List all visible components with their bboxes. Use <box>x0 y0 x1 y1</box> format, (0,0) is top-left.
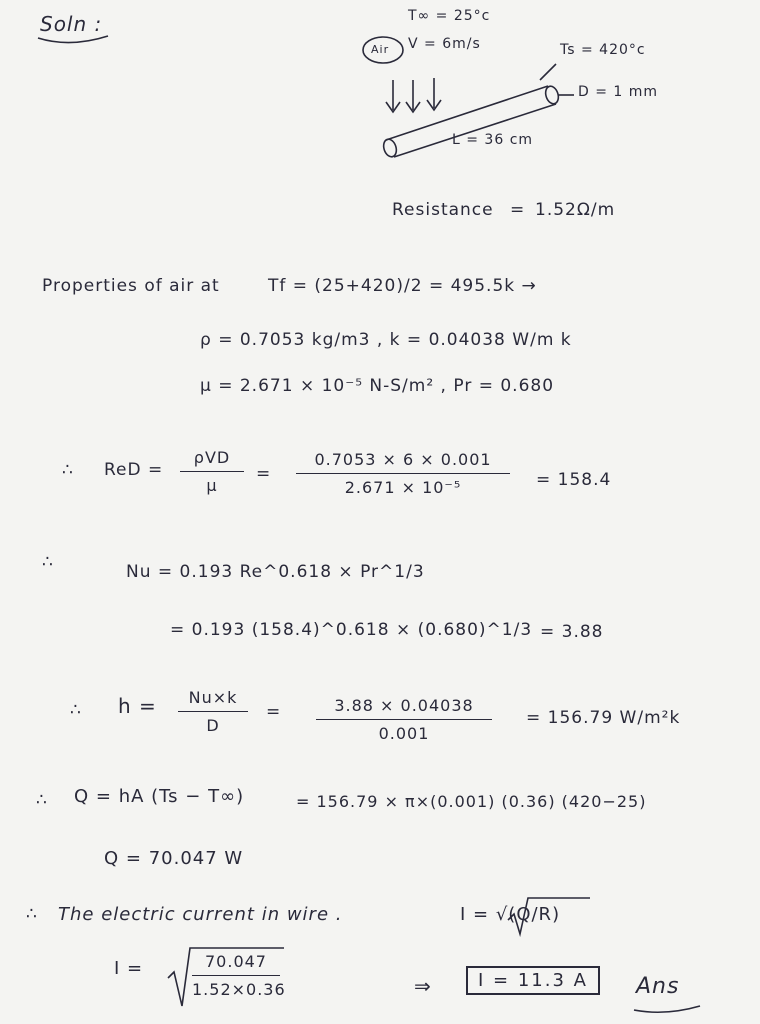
current-den: 1.52×0.36 <box>192 980 286 999</box>
fraction-bar <box>192 975 280 976</box>
heading: Soln : <box>40 12 103 36</box>
properties-line-1: ρ = 0.7053 kg/m3 , k = 0.04038 W/m k <box>200 330 572 350</box>
resistance-eq: = <box>510 200 526 220</box>
current-lhs: I = <box>114 958 144 979</box>
velocity-label: V = 6m/s <box>408 36 481 52</box>
therefore-symbol: ∴ <box>26 904 38 924</box>
htc-sub-den: 0.001 <box>378 724 430 743</box>
htc-formula-den: D <box>206 716 220 735</box>
reynolds-sub-den: 2.671 × 10⁻⁵ <box>344 478 462 497</box>
htc-lhs: h = <box>118 694 157 718</box>
reynolds-lhs: ReD = <box>104 460 164 480</box>
ans-label: Ans <box>636 974 680 999</box>
therefore-symbol: ∴ <box>36 790 48 810</box>
current-num: 70.047 <box>205 952 267 971</box>
htc-eq: = <box>266 702 282 722</box>
heading-underline <box>38 36 108 43</box>
fraction-bar <box>316 719 492 720</box>
resistance-label: Resistance <box>392 200 494 220</box>
nusselt-equation: Nu = 0.193 Re^0.618 × Pr^1/3 <box>126 562 425 582</box>
ts-leader <box>540 64 556 80</box>
heat-equation: Q = hA (Ts − T∞) <box>74 786 245 807</box>
htc-substitution-fraction <box>316 696 492 743</box>
nusselt-substitution: = 0.193 (158.4)^0.618 × (0.680)^1/3 <box>170 620 533 640</box>
current-formula: I = √(Q/R) <box>460 904 561 925</box>
reynolds-substitution-fraction <box>296 450 510 497</box>
properties-line-2: μ = 2.671 × 10⁻⁵ N-S/m² , Pr = 0.680 <box>200 376 555 396</box>
reynolds-formula-fraction <box>180 448 244 495</box>
film-temperature: Tf = (25+420)/2 = 495.5k → <box>268 276 537 296</box>
air-label: Air <box>371 43 390 56</box>
reynolds-sub-num: 0.7053 × 6 × 0.001 <box>314 450 492 469</box>
therefore-symbol: ∴ <box>70 700 82 720</box>
fraction-bar <box>178 711 248 712</box>
htc-sub-num: 3.88 × 0.04038 <box>334 696 474 715</box>
nusselt-result: = 3.88 <box>540 622 604 642</box>
fraction-bar <box>180 471 244 472</box>
ans-underline <box>634 1006 700 1012</box>
reynolds-eq: = <box>256 464 272 484</box>
reynolds-formula-num: ρVD <box>193 448 231 467</box>
therefore-symbol: ∴ <box>62 460 74 480</box>
answer-box: I = 11.3 A <box>466 966 600 995</box>
ts-label: Ts = 420°c <box>560 42 646 58</box>
length-label: L = 36 cm <box>452 132 534 148</box>
t-inf-label: T∞ = 25°c <box>408 8 491 24</box>
htc-result: = 156.79 W/m²k <box>526 708 681 728</box>
fraction-bar <box>296 473 510 474</box>
reynolds-result: = 158.4 <box>536 470 612 490</box>
resistance-value: 1.52Ω/m <box>535 200 616 220</box>
air-flow-arrows <box>386 78 441 112</box>
properties-label: Properties of air at <box>42 276 220 296</box>
implies-arrow: ⇒ <box>414 974 432 998</box>
heat-substitution: = 156.79 × π×(0.001) (0.36) (420−25) <box>296 792 647 811</box>
current-statement: The electric current in wire . <box>58 904 343 925</box>
reynolds-formula-den: μ <box>206 476 218 495</box>
current-fraction <box>192 952 286 999</box>
diameter-label: D = 1 mm <box>578 84 659 100</box>
htc-formula-fraction <box>178 688 248 735</box>
htc-formula-num: Nu×k <box>188 688 238 707</box>
heat-result: Q = 70.047 W <box>104 848 244 869</box>
therefore-symbol: ∴ <box>42 552 54 572</box>
